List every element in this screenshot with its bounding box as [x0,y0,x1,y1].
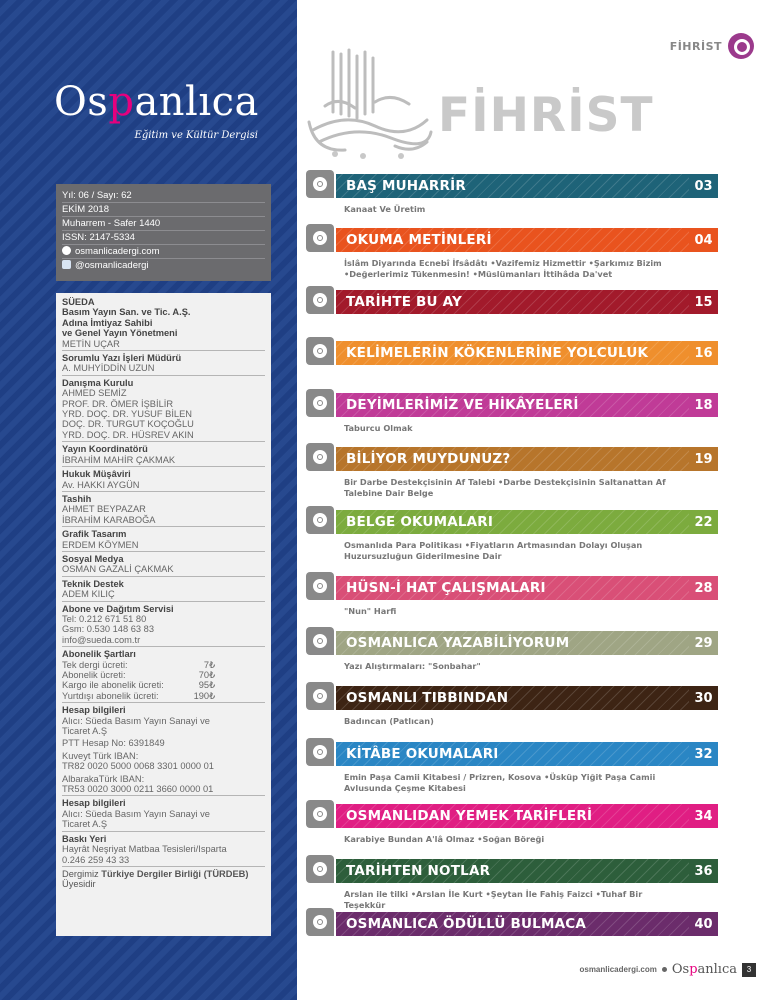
toc-strip [336,804,718,828]
logo-p-dot [313,344,327,358]
section-badge [670,33,754,59]
left-panel [0,0,297,1000]
toc-subtitles [344,716,684,727]
toc-bar[interactable] [306,510,718,534]
bank-recipient-line1: Alıcı: Süeda Basım Yayın Sanayi ve [62,715,210,726]
subscription-label: Abonelik ücreti: [62,670,126,680]
print-address: Hayrât Neşriyat Matbaa Tesisleri/Isparta [62,844,227,855]
ptt-account: PTT Hesap No: 6391849 [62,738,165,749]
toc-entry[interactable] [306,912,718,936]
credits-box [56,293,271,936]
toc-subtitle[interactable]: Karabiye Bundan A'lâ Olmaz • [344,834,483,844]
credit-heading: Adına İmtiyaz Sahibi [62,317,153,328]
toc-bar[interactable] [306,912,718,936]
subscription-price: 95₺ [198,680,215,691]
subscription-price: 70₺ [198,670,215,680]
credit-groups [62,297,265,647]
footer-logo-part2: anlıca [697,962,737,977]
toc-bar[interactable] [306,631,718,655]
website-line[interactable] [62,245,265,259]
toc-page-number[interactable]: 04 [689,228,718,252]
credit-value: AHMED SEMİZ [62,388,127,399]
print-heading: Baskı Yeri [62,833,107,844]
credit-value: YRD. DOÇ. DR. YUSUF BİLEN [62,409,193,420]
toc-page-number[interactable]: 16 [689,341,718,365]
toc-page-number[interactable]: 22 [689,510,718,534]
subscription-price: 7₺ [203,659,215,670]
toc-title[interactable]: OSMANLICA YAZABİLİYORUM [346,635,570,651]
toc-strip [336,631,718,655]
toc-entry[interactable] [306,174,718,215]
logo-p-icon [306,170,334,198]
toc-subtitles [344,423,684,434]
credit-heading: ve Genel Yayın Yönetmeni [62,328,178,339]
toc-page-number[interactable]: 34 [689,804,718,828]
credit-value: İBRAHİM KARABOĞA [62,514,156,525]
bank-heading: Hesap bilgileri [62,705,126,716]
member-suffix: Üyesidir [62,879,96,890]
page-title: FİHRİST [438,88,654,143]
toc-subtitle[interactable]: Şarkımız Bizim • [344,258,662,279]
toc-subtitles [344,540,684,562]
logo-subtitle: Eğitim ve Kültür Dergisi [134,130,258,141]
logo-p-icon [306,572,334,600]
toc-subtitle[interactable]: İslâm Diyarında Ecnebî İfsâdâtı • [344,258,496,268]
toc-subtitles [344,204,684,215]
toc-page-number[interactable]: 36 [689,859,718,883]
toc-entry[interactable] [306,576,718,617]
credit-group [62,469,265,492]
subscription-row [62,680,265,690]
credit-group [62,554,265,577]
toc-bar[interactable] [306,341,718,365]
credit-value: ADEM KILIÇ [62,589,115,600]
logo-p-dot [313,177,327,191]
toc-title[interactable]: TARİHTE BU AY [346,294,462,310]
website-link[interactable]: osmanlicadergi.com [75,246,160,257]
toc-page-number[interactable]: 28 [689,576,718,600]
toc-entry[interactable] [306,804,718,845]
logo-p-dot [313,450,327,464]
toc-bar[interactable] [306,393,718,417]
toc-title[interactable]: HÜSN-İ HAT ÇALIŞMALARI [346,580,546,596]
toc-strip [336,742,718,766]
bank2-recipient-line1: Alıcı: Süeda Basım Yayın Sanayi ve [62,808,210,819]
toc-entry[interactable] [306,341,718,365]
logo-p-icon [306,908,334,936]
toc-page-number[interactable]: 03 [689,174,718,198]
footer-url[interactable]: osmanlicadergi.com [579,965,657,974]
footer-logo [672,962,737,977]
credit-heading: Basım Yayın San. ve Tic. A.Ş. [62,307,191,318]
issue-info-box [56,184,271,281]
toc-title[interactable]: OSMANLI TIBBINDAN [346,690,509,706]
logo-p-dot [313,745,327,759]
credit-value: Av. HAKKI AYGÜN [62,479,140,490]
logo-p-icon [306,506,334,534]
twitter-icon [62,260,71,269]
member-org: Türkiye Dergiler Birliği (TÜRDEB) [101,868,249,879]
print-group [62,834,265,867]
albaraka-iban: TR53 0020 3000 0211 3660 0000 01 [62,784,214,795]
toc-bar[interactable] [306,804,718,828]
credit-value: METİN UÇAR [62,338,120,349]
toc-subtitle[interactable]: Tuhaf Bir Teşekkür [344,889,643,910]
member-prefix: Dergimiz [62,868,102,879]
credit-group [62,494,265,527]
subscription-price: 190₺ [193,690,215,701]
credit-heading: Sosyal Medya [62,553,124,564]
toc-bar[interactable] [306,742,718,766]
toc-bar[interactable] [306,447,718,471]
bank2-heading: Hesap bilgileri [62,798,126,809]
toc-title[interactable]: DEYİMLERİMİZ VE HİKÂYELERİ [346,397,579,413]
toc-page-number[interactable]: 32 [689,742,718,766]
credit-group [62,604,265,648]
credit-value: Tel: 0.212 671 51 80 [62,613,147,624]
toc-entry[interactable] [306,686,718,727]
credit-value: info@sueda.com.tr [62,634,141,645]
toc-title[interactable]: BAŞ MUHARRİR [346,178,466,194]
logo-p-icon [728,33,754,59]
toc-title[interactable]: TARİHTEN NOTLAR [346,863,491,879]
credit-group [62,529,265,552]
toc-subtitles [344,258,684,280]
magazine-logo [54,79,264,152]
logo-p-icon [306,443,334,471]
toc-subtitles [344,606,684,617]
bank-group [62,705,265,796]
toc-subtitle[interactable]: "Nun" Harfi [344,606,397,616]
toc-strip [336,859,718,883]
toc-strip [336,290,718,314]
subscription-group [62,649,265,703]
toc-bar[interactable] [306,859,718,883]
credit-heading: Hukuk Müşâviri [62,469,131,480]
toc-title[interactable]: OKUMA METİNLERİ [346,232,492,248]
bank2-recipient-line2: Ticaret A.Ş [62,819,108,830]
toc-subtitles [344,477,684,499]
toc-strip [336,174,718,198]
logo-mark: p [108,79,135,125]
logo-p-icon [306,738,334,766]
subscription-label: Yurtdışı abonelik ücreti: [62,690,159,701]
logo-p-dot [313,915,327,929]
credit-value: Gsm: 0.530 148 63 83 [62,624,154,635]
issue-year: Yıl: 06 / Sayı: 62 [62,189,265,203]
credit-value: A. MUHYİDDİN UZUN [62,363,155,374]
logo-p-icon [306,855,334,883]
toc-entry[interactable] [306,742,718,794]
globe-icon [62,246,71,255]
toc-strip [336,576,718,600]
credit-heading: SÜEDA [62,297,95,307]
toc-strip [336,228,718,252]
toc-subtitle[interactable]: Soğan Böreği [482,834,545,844]
toc-subtitle[interactable]: Taburcu Olmak [344,423,413,433]
credit-value: PROF. DR. ÖMER İŞBİLİR [62,398,174,409]
toc-bar[interactable] [306,174,718,198]
bank-group-2 [62,798,265,831]
member-note [62,869,265,890]
issue-hijri: Muharrem - Safer 1440 [62,217,265,231]
subscription-label: Tek dergi ücreti: [62,659,128,670]
logo-p-icon [306,337,334,365]
logo-p-dot [313,579,327,593]
toc-title[interactable]: OSMANLIDAN YEMEK TARİFLERİ [346,808,593,824]
logo-p-dot [313,513,327,527]
footer-page-number: 3 [742,963,756,977]
logo-part2: anlıca [134,79,259,125]
logo-p-dot [313,396,327,410]
subscription-label: Kargo ile abonelik ücreti: [62,680,164,691]
toc-entry[interactable] [306,393,718,434]
logo-p-icon [306,286,334,314]
credit-heading: Sorumlu Yazı İşleri Müdürü [62,353,182,364]
toc-strip [336,447,718,471]
toc-entry[interactable] [306,859,718,911]
credit-value: AHMET BEYPAZAR [62,504,146,515]
logo-p-icon [306,627,334,655]
credit-heading: Grafik Tasarım [62,529,127,540]
print-phone: 0.246 259 43 33 [62,854,130,865]
twitter-handle[interactable]: @osmanlicadergi [75,260,149,271]
badge-text: FİHRİST [669,39,722,53]
subscription-row [62,660,265,670]
toc-subtitle[interactable]: Fiyatların Artmasından Dolayı Oluşan Huzursuzluğun Giderilmesine Dair [344,540,643,561]
toc-subtitle[interactable]: Bir Darbe Destekçisinin Af Talebi • [344,477,503,487]
toc-subtitle[interactable]: Badıncan (Patlıcan) [344,716,434,726]
credit-value: ERDEM KÖYMEN [62,539,139,550]
toc-subtitle[interactable]: Osmanlıda Para Politikası • [344,540,470,550]
kuveyt-label: Kuveyt Türk IBAN: [62,750,139,761]
subscription-rows [62,660,265,702]
issue-issn: ISSN: 2147-5334 [62,231,265,245]
toc-bar[interactable] [306,576,718,600]
credit-group [62,579,265,602]
bank-recipient-line2: Ticaret A.Ş [62,726,108,737]
toc-title[interactable]: KİTÂBE OKUMALARI [346,746,499,762]
logo-p-icon [306,682,334,710]
toc-page-number[interactable]: 29 [689,631,718,655]
toc-strip [336,510,718,534]
credit-group [62,353,265,376]
toc-entry[interactable] [306,228,718,280]
toc-page-number[interactable]: 19 [689,447,718,471]
subscription-row [62,670,265,680]
toc-subtitle[interactable]: Müslümanları İttihâda Da'vet [477,269,613,279]
toc-subtitles [344,661,684,672]
credit-group [62,444,265,467]
logo-p-dot [313,634,327,648]
toc-subtitle[interactable]: Üsküp Yiğit Paşa Camii Avlusunda Çeşme Kitabesi [344,772,656,793]
credit-heading: Abone ve Dağıtım Servisi [62,603,174,614]
twitter-line[interactable] [62,259,265,272]
toc-subtitle[interactable]: Arslan İle Kurt • [416,889,491,899]
credit-group [62,378,265,442]
logo-p-icon [306,389,334,417]
credit-group [62,297,265,351]
subscription-row [62,691,265,701]
credit-value: İBRAHİM MAHİR ÇAKMAK [62,454,176,465]
credit-value: YRD. DOÇ. DR. HÜSREV AKIN [62,429,194,440]
toc-strip [336,912,718,936]
toc-title[interactable]: BİLİYOR MUYDUNUZ? [346,451,511,467]
credit-heading: Danışma Kurulu [62,377,134,388]
toc-strip [336,341,718,365]
toc-subtitle[interactable]: Darbe Destekçisinin Saltanattan Af Talebine Dair Belge [344,477,666,498]
logo-p-icon [306,224,334,252]
page-footer [579,962,756,977]
toc-entry[interactable] [306,290,718,314]
credit-value: DOÇ. DR. TURGUT KOÇOĞLU [62,419,194,430]
toc-title[interactable]: OSMANLICA ÖDÜLLÜ BULMACA [346,916,586,932]
issue-month: EKİM 2018 [62,203,265,217]
logo-p-icon [306,800,334,828]
toc-subtitle[interactable]: Şeytan İle Fahiş Faizci • [491,889,601,899]
subscription-heading: Abonelik Şartları [62,649,136,660]
toc-subtitle[interactable]: Vazifemiz Hizmettir • [496,258,594,268]
logo-wordmark [54,79,264,125]
logo-p-dot [313,689,327,703]
logo-p-dot [313,231,327,245]
logo-p-dot [313,293,327,307]
toc-bar[interactable] [306,228,718,252]
toc-entry[interactable] [306,447,718,499]
toc-page-number[interactable]: 15 [689,290,718,314]
toc-subtitles [344,889,684,911]
toc-page-number[interactable]: 30 [689,686,718,710]
toc-strip [336,686,718,710]
toc-subtitles [344,772,684,794]
toc-bar[interactable] [306,686,718,710]
logo-part1: Os [54,79,109,125]
toc-subtitle[interactable]: Arslan ile tilki • [344,889,416,899]
toc-subtitle[interactable]: Kanaat Ve Üretim [344,204,426,214]
kuveyt-iban: TR82 0020 5000 0068 3301 0000 01 [62,761,214,772]
toc-title[interactable]: KELİMELERİN KÖKENLERİNE YOLCULUK [346,345,649,361]
toc-subtitle[interactable]: Emin Paşa Camii Kitabesi / Prizren, Kosova • [344,772,549,782]
toc-strip [336,393,718,417]
credit-heading: Yayın Koordinatörü [62,444,148,455]
toc-page-number[interactable]: 40 [689,912,718,936]
toc-title[interactable]: BELGE OKUMALARI [346,514,494,530]
toc-entry[interactable] [306,510,718,562]
credit-heading: Tashih [62,493,92,504]
toc-entry[interactable] [306,631,718,672]
credit-value: OSMAN GAZALİ ÇAKMAK [62,564,174,575]
toc-page-number[interactable]: 18 [689,393,718,417]
credit-heading: Teknik Destek [62,578,124,589]
logo-p-dot [313,807,327,821]
calligraphy-icon [305,42,435,162]
toc-subtitle[interactable]: Değerlerimiz Tükenmesin! • [349,269,478,279]
footer-logo-part1: Os [671,962,690,977]
toc-subtitles [344,834,684,845]
footer-separator [662,967,667,972]
toc-bar[interactable] [306,290,718,314]
logo-p-dot [313,862,327,876]
albaraka-label: AlbarakaTürk IBAN: [62,773,145,784]
toc-subtitle[interactable]: Yazı Alıştırmaları: "Sonbahar" [344,661,481,671]
footer-logo-mark: p [689,962,698,977]
